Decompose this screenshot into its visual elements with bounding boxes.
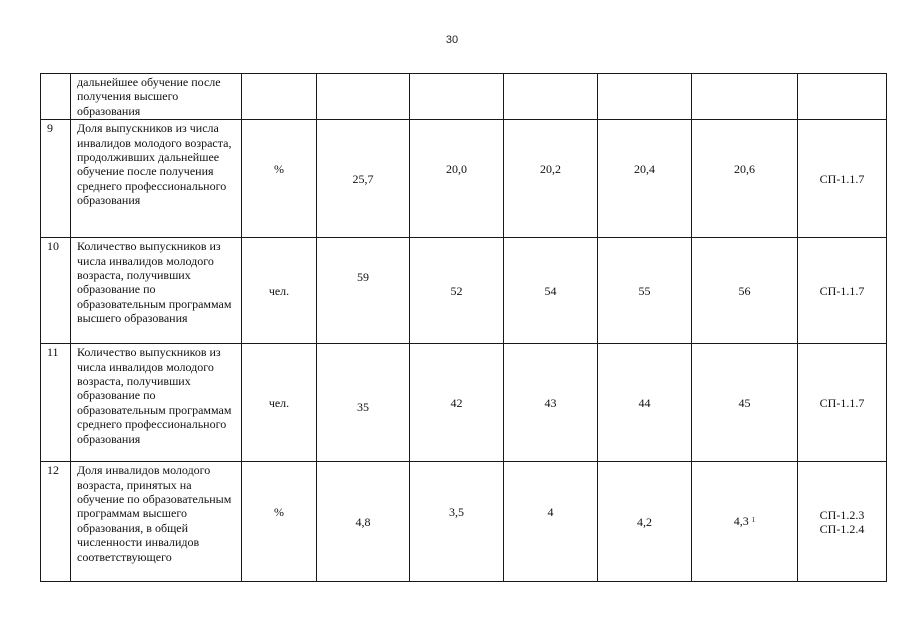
value-cell: [410, 462, 504, 582]
footnote-mark: 1: [751, 515, 756, 524]
table-row: [41, 120, 887, 238]
value-cell: [317, 74, 410, 120]
value-text: 20,2: [540, 161, 561, 176]
value-cell: [504, 462, 598, 582]
value-text: 3,5: [449, 504, 464, 519]
indicator-description: Количество выпускников из числа инвалидов молодого возраста, получивших образование по образовательным программам высшего образования: [71, 238, 242, 344]
value-text: 59: [357, 269, 369, 284]
value-cell: 43: [504, 344, 598, 462]
table-row: [41, 74, 887, 120]
value-cell: 44: [598, 344, 692, 462]
row-number: 9: [41, 120, 71, 238]
value-cell: [504, 120, 598, 238]
reference-cell: СП-1.1.7: [798, 238, 887, 344]
unit-text: %: [274, 504, 284, 519]
value-cell: 25,7: [317, 120, 410, 238]
value-cell: [410, 74, 504, 120]
value-cell: 45: [692, 344, 798, 462]
row-number: 11: [41, 344, 71, 462]
indicator-description: Доля инвалидов молодого возраста, принятых на обучение по образовательным программам высшего образования, в общей численности инвалидов соответствующего: [71, 462, 242, 582]
value-cell: [317, 238, 410, 344]
value-cell: [692, 74, 798, 120]
table-row: [41, 344, 887, 462]
indicator-description: Количество выпускников из числа инвалидов молодого возраста, получивших образование по образовательным программам среднего профессионального образования: [71, 344, 242, 462]
value-cell: [317, 344, 410, 462]
value-text: 4: [547, 504, 554, 519]
value-cell: 56: [692, 238, 798, 344]
unit-cell: [242, 120, 317, 238]
value-text: 4,3: [733, 513, 749, 528]
unit-cell: чел.: [242, 344, 317, 462]
unit-cell: [242, 462, 317, 582]
row-number: 12: [41, 462, 71, 582]
reference-cell: [798, 462, 887, 582]
value-cell: 4,8: [317, 462, 410, 582]
unit-cell: [242, 74, 317, 120]
reference-line: СП-1.2.4: [819, 521, 865, 536]
reference-cell: [798, 74, 887, 120]
value-text: 35: [357, 399, 369, 414]
reference-line: СП-1.2.3: [819, 507, 865, 522]
value-cell: [598, 120, 692, 238]
reference-cell: СП-1.1.7: [798, 120, 887, 238]
value-cell: [692, 462, 798, 582]
value-cell: 52: [410, 238, 504, 344]
value-cell: 4,2: [598, 462, 692, 582]
unit-text: %: [274, 161, 284, 176]
row-number: 10: [41, 238, 71, 344]
unit-cell: чел.: [242, 238, 317, 344]
reference-cell: СП-1.1.7: [798, 344, 887, 462]
value-cell: [504, 74, 598, 120]
table-row: [41, 462, 887, 582]
page-number: 30: [445, 34, 459, 46]
value-text: 20,0: [446, 161, 467, 176]
table-row: [41, 238, 887, 344]
value-cell: 55: [598, 238, 692, 344]
value-text: 20,6: [734, 161, 755, 176]
indicator-description: дальнейшее обучение после получения высшего образования: [71, 74, 242, 120]
value-cell: 42: [410, 344, 504, 462]
value-text: 20,4: [634, 161, 655, 176]
value-cell: [410, 120, 504, 238]
value-cell: 54: [504, 238, 598, 344]
indicators-table: [40, 73, 887, 582]
indicator-description: Доля выпускников из числа инвалидов молодого возраста, продолживших дальнейшее обучение после получения среднего профессионального образования: [71, 120, 242, 238]
row-number: [41, 74, 71, 120]
value-cell: [598, 74, 692, 120]
value-cell: [692, 120, 798, 238]
